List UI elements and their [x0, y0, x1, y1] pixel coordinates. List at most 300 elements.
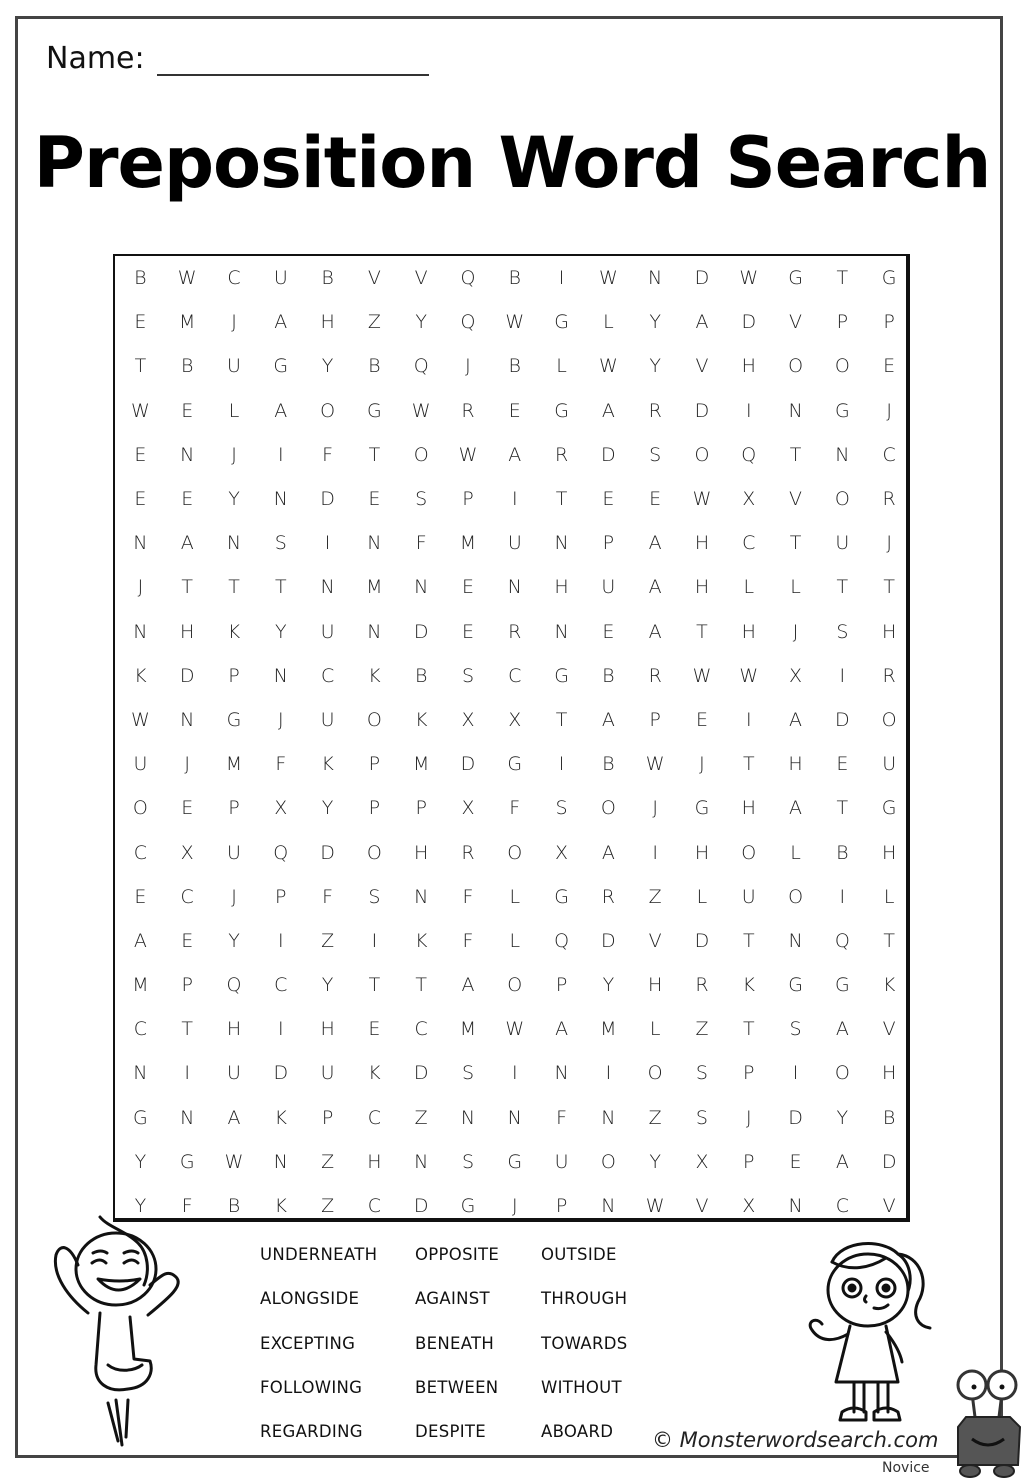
grid-cell[interactable]: D — [601, 929, 616, 952]
grid-cell[interactable]: T — [789, 443, 802, 466]
grid-cell[interactable]: S — [461, 664, 474, 687]
grid-cell[interactable]: G — [554, 885, 569, 908]
grid-cell[interactable]: J — [184, 753, 190, 776]
grid-cell[interactable]: N — [180, 443, 195, 466]
grid-cell[interactable]: P — [743, 1150, 755, 1173]
grid-cell[interactable]: K — [742, 974, 755, 997]
grid-cell[interactable]: Y — [228, 488, 240, 511]
grid-cell[interactable]: G — [834, 974, 850, 997]
grid-cell[interactable]: M — [412, 753, 430, 776]
grid-cell[interactable]: V — [648, 929, 662, 952]
grid-cell[interactable]: P — [368, 753, 381, 776]
grid-cell[interactable]: Y — [649, 355, 661, 378]
grid-cell[interactable]: G — [367, 399, 382, 422]
grid-cell[interactable]: J — [886, 399, 892, 422]
grid-cell[interactable]: D — [320, 488, 335, 511]
grid-cell[interactable]: G — [881, 267, 897, 290]
grid-cell[interactable]: E — [134, 311, 147, 334]
grid-cell[interactable]: T — [696, 620, 708, 643]
grid-cell[interactable]: G — [507, 1150, 523, 1173]
grid-cell[interactable]: Q — [226, 974, 242, 997]
grid-cell[interactable]: K — [414, 929, 428, 952]
grid-cell[interactable]: K — [414, 708, 428, 731]
grid-cell[interactable]: P — [555, 974, 568, 997]
grid-cell[interactable]: B — [368, 355, 381, 378]
grid-cell[interactable]: T — [228, 576, 240, 599]
grid-cell[interactable]: U — [601, 576, 616, 599]
grid-cell[interactable]: W — [411, 399, 431, 422]
grid-cell[interactable]: F — [322, 443, 334, 466]
grid-cell[interactable]: I — [277, 929, 284, 952]
grid-cell[interactable]: E — [134, 443, 147, 466]
grid-cell[interactable]: L — [509, 929, 521, 952]
grid-cell[interactable]: N — [601, 1195, 616, 1218]
grid-cell[interactable]: M — [132, 974, 149, 997]
grid-cell[interactable]: I — [277, 443, 284, 466]
grid-cell[interactable]: Q — [834, 929, 850, 952]
grid-cell[interactable]: T — [555, 488, 568, 511]
grid-cell[interactable]: J — [277, 708, 284, 731]
grid-cell[interactable]: N — [414, 1150, 429, 1173]
grid-cell[interactable]: B — [602, 664, 615, 687]
grid-cell[interactable]: I — [605, 1062, 612, 1085]
grid-cell[interactable]: Z — [695, 1018, 709, 1041]
grid-cell[interactable]: N — [788, 929, 803, 952]
grid-cell[interactable]: C — [180, 885, 194, 908]
grid-cell[interactable]: D — [413, 620, 429, 643]
grid-cell[interactable]: E — [836, 753, 849, 776]
grid-cell[interactable]: H — [694, 532, 710, 555]
grid-cell[interactable]: J — [886, 532, 892, 555]
grid-cell[interactable]: A — [274, 311, 288, 334]
grid-cell[interactable]: R — [695, 974, 709, 997]
grid-cell[interactable]: H — [320, 1018, 335, 1041]
grid-cell[interactable]: A — [180, 532, 194, 555]
grid-cell[interactable]: N — [788, 399, 803, 422]
grid-cell[interactable]: V — [882, 1195, 896, 1218]
grid-cell[interactable]: A — [227, 1106, 241, 1129]
grid-cell[interactable]: N — [648, 267, 663, 290]
grid-cell[interactable]: D — [788, 1106, 803, 1129]
grid-cell[interactable]: R — [508, 620, 522, 643]
grid-cell[interactable]: O — [647, 1062, 663, 1085]
grid-cell[interactable]: V — [414, 267, 428, 290]
grid-cell[interactable]: K — [134, 664, 147, 687]
grid-cell[interactable]: R — [601, 885, 615, 908]
grid-cell[interactable]: U — [507, 532, 522, 555]
grid-cell[interactable]: F — [509, 797, 521, 820]
grid-cell[interactable]: A — [789, 708, 803, 731]
grid-cell[interactable]: V — [367, 267, 381, 290]
grid-cell[interactable]: J — [137, 576, 144, 599]
grid-cell[interactable]: I — [184, 1062, 190, 1085]
grid-cell[interactable]: G — [788, 974, 803, 997]
grid-cell[interactable]: U — [554, 1150, 569, 1173]
grid-cell[interactable]: A — [648, 620, 662, 643]
grid-cell[interactable]: W — [224, 1150, 244, 1173]
grid-cell[interactable]: H — [414, 841, 429, 864]
grid-cell[interactable]: O — [507, 841, 523, 864]
grid-cell[interactable]: B — [227, 1195, 241, 1218]
grid-cell[interactable]: V — [882, 1018, 896, 1041]
grid-cell[interactable]: L — [556, 355, 567, 378]
grid-cell[interactable]: A — [648, 532, 662, 555]
grid-cell[interactable]: I — [839, 885, 846, 908]
grid-cell[interactable]: S — [649, 443, 662, 466]
grid-cell[interactable]: R — [461, 399, 475, 422]
grid-cell[interactable]: E — [649, 488, 662, 511]
grid-cell[interactable]: T — [181, 576, 193, 599]
grid-cell[interactable]: Y — [228, 929, 240, 952]
grid-cell[interactable]: A — [601, 708, 615, 731]
grid-cell[interactable]: N — [320, 576, 335, 599]
grid-cell[interactable]: X — [742, 1195, 756, 1218]
grid-cell[interactable]: N — [273, 664, 288, 687]
grid-cell[interactable]: U — [133, 753, 148, 776]
grid-cell[interactable]: Y — [134, 1195, 147, 1218]
grid-cell[interactable]: W — [739, 664, 759, 687]
grid-cell[interactable]: O — [600, 1150, 616, 1173]
grid-cell[interactable]: Z — [367, 311, 381, 334]
grid-cell[interactable]: A — [648, 576, 662, 599]
grid-cell[interactable]: K — [274, 1106, 288, 1129]
grid-cell[interactable]: C — [367, 1195, 382, 1218]
grid-cell[interactable]: F — [462, 885, 474, 908]
grid-cell[interactable]: I — [511, 488, 518, 511]
grid-cell[interactable]: C — [133, 841, 148, 864]
grid-cell[interactable]: G — [554, 311, 569, 334]
copyright-link[interactable]: © Monsterwordsearch.com — [652, 1428, 939, 1452]
grid-cell[interactable]: E — [134, 885, 147, 908]
grid-cell[interactable]: A — [601, 399, 615, 422]
grid-cell[interactable]: G — [694, 797, 710, 820]
grid-cell[interactable]: H — [180, 620, 195, 643]
grid-cell[interactable]: P — [462, 488, 474, 511]
grid-cell[interactable]: Z — [321, 929, 335, 952]
grid-cell[interactable]: D — [460, 753, 476, 776]
grid-cell[interactable]: S — [461, 1150, 474, 1173]
grid-cell[interactable]: G — [273, 355, 289, 378]
grid-cell[interactable]: R — [882, 488, 896, 511]
grid-cell[interactable]: T — [134, 355, 147, 378]
grid-cell[interactable]: P — [555, 1195, 568, 1218]
grid-cell[interactable]: M — [459, 532, 477, 555]
grid-cell[interactable]: U — [273, 267, 288, 290]
grid-cell[interactable]: Y — [321, 797, 334, 820]
grid-cell[interactable]: A — [461, 974, 475, 997]
grid-cell[interactable]: H — [648, 974, 663, 997]
grid-cell[interactable]: E — [181, 929, 194, 952]
grid-cell[interactable]: H — [367, 1150, 382, 1173]
grid-cell[interactable]: N — [601, 1106, 616, 1129]
grid-cell[interactable]: P — [649, 708, 661, 731]
grid-cell[interactable]: P — [228, 797, 240, 820]
grid-cell[interactable]: W — [458, 443, 478, 466]
grid-cell[interactable]: I — [511, 1062, 518, 1085]
grid-cell[interactable]: G — [788, 267, 803, 290]
grid-cell[interactable]: F — [181, 1195, 193, 1218]
grid-cell[interactable]: D — [694, 929, 710, 952]
grid-cell[interactable]: T — [883, 576, 895, 599]
grid-cell[interactable]: B — [180, 355, 194, 378]
grid-cell[interactable]: L — [696, 885, 708, 908]
grid-cell[interactable]: Z — [321, 1150, 335, 1173]
grid-cell[interactable]: Z — [414, 1106, 428, 1129]
grid-cell[interactable]: O — [132, 797, 148, 820]
grid-cell[interactable]: A — [835, 1150, 849, 1173]
grid-cell[interactable]: C — [320, 664, 335, 687]
grid-cell[interactable]: O — [881, 708, 897, 731]
grid-cell[interactable]: J — [745, 1106, 752, 1129]
grid-cell[interactable]: W — [739, 267, 759, 290]
grid-cell[interactable]: D — [741, 311, 757, 334]
grid-cell[interactable]: W — [645, 1195, 665, 1218]
grid-cell[interactable]: U — [227, 841, 241, 864]
grid-cell[interactable]: P — [602, 532, 615, 555]
grid-cell[interactable]: Y — [415, 311, 427, 334]
grid-cell[interactable]: F — [415, 532, 427, 555]
grid-cell[interactable]: A — [601, 841, 615, 864]
grid-cell[interactable]: D — [835, 708, 850, 731]
grid-cell[interactable]: I — [652, 841, 658, 864]
grid-cell[interactable]: T — [415, 974, 427, 997]
grid-cell[interactable]: I — [371, 929, 378, 952]
grid-cell[interactable]: N — [133, 1062, 148, 1085]
grid-cell[interactable]: W — [692, 488, 712, 511]
grid-cell[interactable]: Y — [836, 1106, 849, 1129]
grid-cell[interactable]: Y — [321, 355, 334, 378]
grid-cell[interactable]: Y — [274, 620, 287, 643]
grid-cell[interactable]: K — [227, 620, 241, 643]
grid-cell[interactable]: R — [648, 399, 662, 422]
grid-cell[interactable]: P — [275, 885, 287, 908]
grid-cell[interactable]: N — [507, 576, 522, 599]
grid-cell[interactable]: U — [882, 753, 897, 776]
grid-cell[interactable]: O — [366, 708, 382, 731]
grid-cell[interactable]: E — [368, 1018, 381, 1041]
grid-cell[interactable]: E — [181, 488, 194, 511]
grid-cell[interactable]: S — [274, 532, 287, 555]
grid-cell[interactable]: U — [741, 885, 756, 908]
grid-cell[interactable]: H — [320, 311, 335, 334]
grid-cell[interactable]: B — [508, 267, 521, 290]
grid-cell[interactable]: U — [227, 355, 241, 378]
grid-cell[interactable]: V — [789, 488, 803, 511]
grid-cell[interactable]: R — [882, 664, 896, 687]
grid-cell[interactable]: O — [320, 399, 336, 422]
grid-cell[interactable]: R — [554, 443, 569, 466]
grid-cell[interactable]: T — [181, 1018, 193, 1041]
grid-cell[interactable]: P — [321, 1106, 334, 1129]
grid-cell[interactable]: J — [699, 753, 705, 776]
grid-cell[interactable]: O — [600, 797, 616, 820]
grid-cell[interactable]: J — [231, 885, 237, 908]
grid-cell[interactable]: G — [226, 708, 242, 731]
grid-cell[interactable]: C — [508, 664, 522, 687]
grid-cell[interactable]: N — [367, 532, 382, 555]
grid-cell[interactable]: X — [461, 708, 475, 731]
grid-cell[interactable]: D — [273, 1062, 289, 1085]
grid-cell[interactable]: X — [461, 797, 475, 820]
grid-cell[interactable]: O — [741, 841, 757, 864]
grid-cell[interactable]: N — [414, 576, 429, 599]
grid-cell[interactable]: N — [273, 1150, 288, 1173]
grid-cell[interactable]: X — [180, 841, 194, 864]
grid-cell[interactable]: O — [788, 355, 804, 378]
grid-cell[interactable]: S — [555, 797, 568, 820]
grid-cell[interactable]: V — [789, 311, 803, 334]
grid-cell[interactable]: A — [789, 797, 803, 820]
grid-cell[interactable]: Q — [741, 443, 757, 466]
grid-cell[interactable]: H — [554, 576, 569, 599]
grid-cell[interactable]: L — [790, 576, 801, 599]
grid-cell[interactable]: D — [601, 443, 616, 466]
grid-cell[interactable]: E — [602, 488, 615, 511]
grid-cell[interactable]: U — [835, 532, 850, 555]
grid-cell[interactable]: Q — [460, 267, 476, 290]
grid-cell[interactable]: J — [231, 311, 237, 334]
grid-cell[interactable]: P — [181, 974, 193, 997]
grid-cell[interactable]: X — [742, 488, 756, 511]
grid-cell[interactable]: Z — [648, 885, 662, 908]
grid-cell[interactable]: H — [741, 797, 756, 820]
grid-cell[interactable]: H — [694, 576, 710, 599]
grid-cell[interactable]: O — [834, 488, 850, 511]
grid-cell[interactable]: N — [554, 532, 569, 555]
grid-cell[interactable]: P — [883, 311, 895, 334]
grid-cell[interactable]: O — [788, 885, 804, 908]
grid-cell[interactable]: H — [741, 355, 756, 378]
grid-cell[interactable]: G — [179, 1150, 195, 1173]
grid-cell[interactable]: S — [695, 1062, 708, 1085]
grid-cell[interactable]: W — [131, 399, 150, 422]
grid-cell[interactable]: P — [836, 311, 849, 334]
grid-cell[interactable]: N — [133, 532, 148, 555]
grid-cell[interactable]: Y — [649, 1150, 661, 1173]
grid-cell[interactable]: E — [134, 488, 147, 511]
grid-cell[interactable]: P — [368, 797, 381, 820]
grid-cell[interactable]: S — [789, 1018, 802, 1041]
grid-cell[interactable]: M — [178, 311, 196, 334]
grid-cell[interactable]: X — [274, 797, 288, 820]
grid-cell[interactable]: A — [508, 443, 522, 466]
grid-cell[interactable]: K — [368, 664, 381, 687]
grid-cell[interactable]: N — [554, 1062, 569, 1085]
grid-cell[interactable]: I — [745, 399, 752, 422]
grid-cell[interactable]: Z — [321, 1195, 335, 1218]
grid-cell[interactable]: L — [743, 576, 755, 599]
grid-cell[interactable]: H — [741, 620, 756, 643]
grid-cell[interactable]: E — [508, 399, 521, 422]
grid-cell[interactable]: V — [695, 355, 709, 378]
grid-cell[interactable]: J — [465, 355, 471, 378]
grid-cell[interactable]: E — [461, 576, 474, 599]
grid-cell[interactable]: D — [413, 1195, 429, 1218]
grid-cell[interactable]: C — [274, 974, 288, 997]
grid-cell[interactable]: H — [788, 753, 803, 776]
grid-cell[interactable]: I — [839, 664, 846, 687]
grid-cell[interactable]: C — [227, 267, 241, 290]
grid-cell[interactable]: J — [511, 1195, 518, 1218]
grid-cell[interactable]: B — [508, 355, 521, 378]
grid-cell[interactable]: Z — [648, 1106, 662, 1129]
grid-cell[interactable]: E — [602, 620, 615, 643]
grid-cell[interactable]: W — [505, 1018, 525, 1041]
grid-cell[interactable]: T — [742, 753, 755, 776]
grid-cell[interactable]: J — [652, 797, 658, 820]
grid-cell[interactable]: E — [181, 399, 194, 422]
grid-cell[interactable]: G — [554, 664, 569, 687]
grid-cell[interactable]: I — [324, 532, 331, 555]
grid-cell[interactable]: O — [413, 443, 429, 466]
grid-cell[interactable]: E — [883, 355, 896, 378]
grid-cell[interactable]: T — [368, 974, 381, 997]
grid-cell[interactable]: Q — [460, 311, 476, 334]
grid-cell[interactable]: B — [836, 841, 849, 864]
grid-cell[interactable]: B — [602, 753, 615, 776]
grid-cell[interactable]: T — [368, 443, 381, 466]
grid-cell[interactable]: W — [598, 267, 618, 290]
grid-cell[interactable]: F — [462, 929, 474, 952]
grid-cell[interactable]: C — [367, 1106, 382, 1129]
grid-cell[interactable]: K — [274, 1195, 288, 1218]
grid-cell[interactable]: G — [133, 1106, 148, 1129]
grid-cell[interactable]: B — [321, 267, 334, 290]
grid-cell[interactable]: O — [834, 1062, 850, 1085]
grid-cell[interactable]: X — [789, 664, 803, 687]
grid-cell[interactable]: W — [645, 753, 665, 776]
grid-cell[interactable]: I — [745, 708, 752, 731]
grid-cell[interactable]: S — [461, 1062, 474, 1085]
grid-cell[interactable]: N — [367, 620, 382, 643]
grid-cell[interactable]: H — [226, 1018, 242, 1041]
grid-cell[interactable]: B — [134, 267, 147, 290]
grid-cell[interactable]: T — [742, 1018, 755, 1041]
grid-cell[interactable]: K — [368, 1062, 381, 1085]
grid-cell[interactable]: Q — [273, 841, 289, 864]
grid-cell[interactable]: U — [320, 708, 335, 731]
grid-cell[interactable]: T — [836, 797, 849, 820]
grid-cell[interactable]: L — [603, 311, 614, 334]
grid-cell[interactable]: H — [882, 841, 897, 864]
grid-cell[interactable]: F — [556, 1106, 568, 1129]
grid-cell[interactable]: C — [882, 443, 896, 466]
grid-cell[interactable]: N — [180, 708, 195, 731]
grid-cell[interactable]: N — [460, 1106, 476, 1129]
grid-cell[interactable]: N — [180, 1106, 195, 1129]
grid-cell[interactable]: K — [882, 974, 896, 997]
grid-cell[interactable]: U — [320, 1062, 335, 1085]
grid-cell[interactable]: A — [555, 1018, 569, 1041]
grid-cell[interactable]: N — [788, 1195, 803, 1218]
grid-cell[interactable]: P — [228, 664, 240, 687]
grid-cell[interactable]: W — [598, 355, 618, 378]
grid-cell[interactable]: T — [274, 576, 287, 599]
grid-cell[interactable]: E — [695, 708, 708, 731]
grid-cell[interactable]: C — [835, 1195, 849, 1218]
grid-cell[interactable]: M — [225, 753, 243, 776]
grid-cell[interactable]: I — [558, 753, 565, 776]
grid-cell[interactable]: T — [789, 532, 802, 555]
grid-cell[interactable]: R — [461, 841, 475, 864]
grid-cell[interactable]: F — [275, 753, 287, 776]
grid-cell[interactable]: T — [742, 929, 755, 952]
grid-cell[interactable]: G — [834, 399, 850, 422]
grid-cell[interactable]: I — [792, 1062, 799, 1085]
grid-cell[interactable]: U — [227, 1062, 241, 1085]
grid-cell[interactable]: D — [881, 1150, 897, 1173]
grid-cell[interactable]: Y — [134, 1150, 147, 1173]
